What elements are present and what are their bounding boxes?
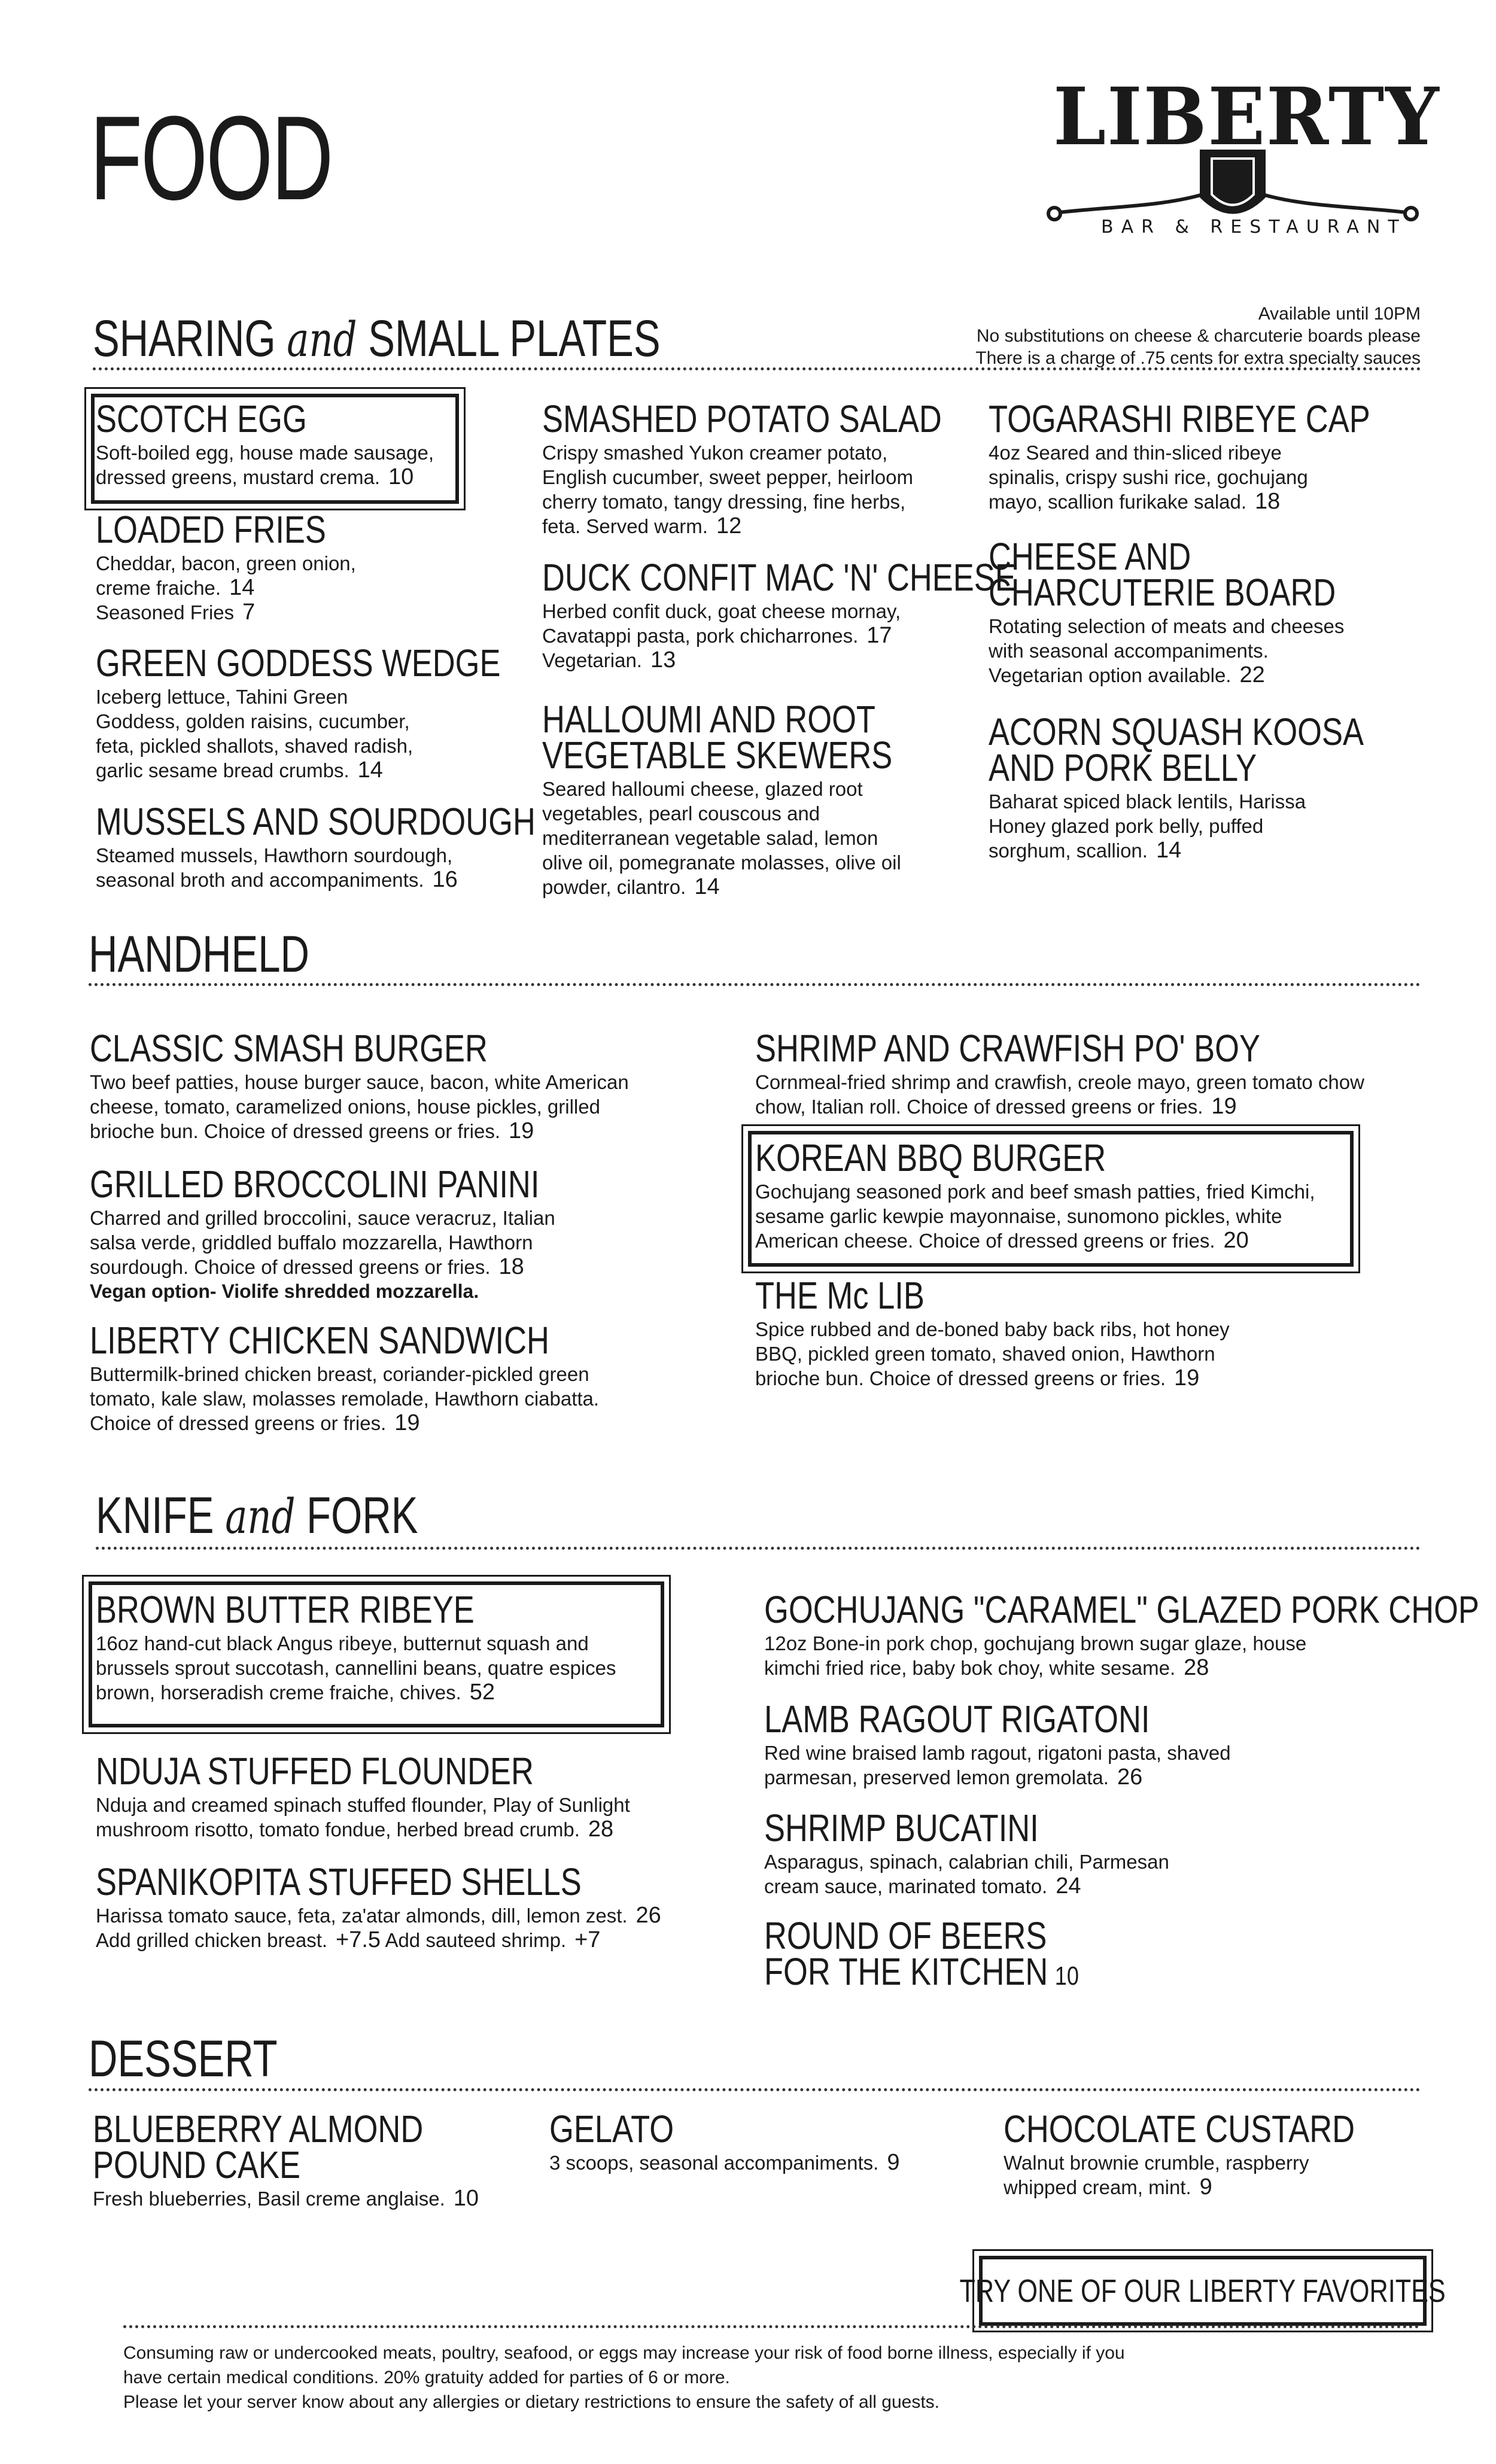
menu-item (542, 698, 913, 899)
item-description: Spice rubbed and de-boned baby back ribs, hot honey BBQ, pickled green tomato, shaved onion, Hawthorn brioche bun. Choice of dressed greens or fries. 19 (755, 1318, 1230, 1391)
item-description: Iceberg lettuce, Tahini Green Goddess, golden raisins, cucumber, feta, pickled shallots, shaved radish, garlic sesame bread crumbs. 14 (96, 686, 413, 783)
section-divider (89, 2088, 1421, 2091)
menu-item (96, 397, 455, 489)
item-description: Charred and grilled broccolini, sauce veracruz, Italian salsa verde, griddled buffalo mozzarella, Hawthorn sourdough. Choice of dressed greens or fries. 18 (90, 1207, 555, 1279)
menu-item (542, 556, 1016, 673)
menu-item (96, 508, 443, 625)
item-description: 16oz hand-cut black Angus ribeye, butternut squash and brussels sprout succotash, cannellini beans, quatre espices brown, horseradish creme fraiche, chives. 52 (96, 1632, 616, 1705)
item-price: 28 (1184, 1655, 1209, 1680)
item-description: Seared halloumi cheese, glazed root vegetables, pearl couscous and mediterranean vegetable salad, lemon olive oil, pomegranate molasses, olive oil powder, cilantro. 14 (542, 778, 901, 899)
item-name: SCOTCH EGG (96, 397, 307, 440)
logo-name: LIBERTY (1053, 71, 1440, 163)
item-description: Soft-boiled egg, house made sausage, dressed greens, mustard crema. 10 (96, 442, 434, 489)
item-price: 19 (394, 1410, 420, 1435)
item-name: CHEESE AND (989, 535, 1191, 578)
item-name: AND PORK BELLY (989, 746, 1257, 789)
item-description: 4oz Seared and thin-sliced ribeye spinalis, crispy sushi rice, gochujang mayo, scallion furikake salad. 18 (989, 442, 1308, 514)
item-price: 18 (1255, 489, 1281, 514)
footer-divider (123, 2325, 1419, 2328)
note-line: No substitutions on cheese & charcuterie boards please (976, 326, 1421, 346)
item-price: 16 (432, 867, 458, 892)
item-description: Crispy smashed Yukon creamer potato, English cucumber, sweet pepper, heirloom cherry tomato, tangy dressing, fine herbs, feta. Served warm. 12 (542, 442, 914, 539)
item-name: KOREAN BBQ BURGER (755, 1136, 1106, 1179)
item-description: Harissa tomato sauce, feta, za'atar almonds, dill, lemon zest. 26 (96, 1903, 661, 1928)
footer-line: Consuming raw or undercooked meats, poultry, seafood, or eggs may increase your risk of food borne illness, especially if you (123, 2343, 1125, 2363)
item-price: 20 (1223, 1228, 1249, 1253)
item-name: GREEN GODDESS WEDGE (96, 641, 501, 685)
item-name: CHOCOLATE CUSTARD (1004, 2107, 1355, 2150)
item-price: 7 (242, 600, 256, 625)
item-price: 12 (716, 513, 742, 539)
item-name: FOR THE KITCHEN 10 (764, 1950, 1079, 1993)
section-title-dessert: DESSERT (89, 2030, 278, 2088)
favorites-label: TRY ONE OF OUR LIBERTY FAVORITES (959, 2273, 1446, 2309)
item-price: 13 (650, 647, 676, 673)
menu-item (764, 1588, 1479, 1680)
menu-item (989, 397, 1370, 514)
section-divider (89, 983, 1421, 986)
item-price: 14 (694, 874, 720, 899)
item-price: 9 (887, 2150, 900, 2175)
item-name: ROUND OF BEERS (764, 1914, 1047, 1957)
item-name: LAMB RAGOUT RIGATONI (764, 1698, 1150, 1741)
menu-item (764, 1806, 1243, 1899)
menu-item (96, 1750, 670, 1842)
menu-item (989, 535, 1360, 688)
item-name: SHRIMP AND CRAWFISH PO' BOY (755, 1027, 1260, 1070)
item-price: 14 (1156, 838, 1182, 863)
item-extra: Seasoned Fries 7 (96, 600, 256, 625)
menu-item (755, 1274, 1294, 1391)
item-price: 26 (1117, 1765, 1143, 1790)
menu-item (96, 1860, 694, 1952)
menu-item (542, 397, 942, 539)
menu-item (90, 1163, 592, 1304)
item-name: SHRIMP BUCATINI (764, 1806, 1039, 1849)
item-description: Two beef patties, house burger sauce, bacon, white American cheese, tomato, caramelized onions, house pickles, grilled brioche bun. Choice of dressed greens or fries. 19 (90, 1071, 629, 1143)
item-name: ACORN SQUASH KOOSA (989, 710, 1364, 753)
item-price: 10 (453, 2186, 479, 2211)
item-description: Nduja and creamed spinach stuffed flounder, Play of Sunlight mushroom risotto, tomato fondue, herbed bread crumb. 28 (96, 1794, 630, 1842)
favorites-legend (959, 2256, 1446, 2326)
item-description: Asparagus, spinach, calabrian chili, Parmesan cream sauce, marinated tomato. 24 (764, 1851, 1169, 1899)
item-price: 52 (469, 1680, 495, 1705)
item-name: LIBERTY CHICKEN SANDWICH (90, 1319, 549, 1362)
item-price: 14 (229, 575, 255, 600)
menu-item (96, 1588, 646, 1705)
item-description: Buttermilk-brined chicken breast, coriander-pickled green tomato, kale slaw, molasses remolade, Hawthorn ciabatta. Choice of dressed greens or fries. 19 (90, 1363, 600, 1435)
menu-item (764, 1914, 1183, 1998)
item-name: THE Mc LIB (755, 1274, 925, 1317)
item-name: MUSSELS AND SOURDOUGH (96, 800, 536, 843)
item-name: GOCHUJANG "CARAMEL" GLAZED PORK CHOP (764, 1588, 1479, 1631)
item-price: 14 (357, 758, 383, 783)
item-price: 17 (866, 623, 892, 648)
item-description: Gochujang seasoned pork and beef smash patties, fried Kimchi, sesame garlic kewpie mayonnaise, sunomono pickles, white American cheese. Choice of dressed greens or fries. 20 (755, 1181, 1315, 1253)
item-price: 26 (636, 1903, 661, 1928)
item-description: Herbed confit duck, goat cheese mornay, Cavatappi pasta, pork chicharrones. 17 (542, 600, 901, 648)
item-name: BROWN BUTTER RIBEYE (96, 1588, 475, 1631)
menu-item (755, 1136, 1348, 1253)
item-description: Baharat spiced black lentils, Harissa Honey glazed pork belly, puffed sorghum, scallion. 14 (989, 790, 1306, 863)
item-price: 10 (388, 464, 414, 489)
item-name: HALLOUMI AND ROOT (542, 698, 875, 741)
menu-item (96, 800, 536, 892)
item-name: VEGETABLE SKEWERS (542, 734, 893, 777)
item-price: 10 (1054, 1961, 1079, 1991)
menu-item (549, 2107, 968, 2175)
page-title: FOOD (90, 92, 332, 225)
logo-tagline: BAR & RESTAURANT (1101, 217, 1407, 238)
menu-item (96, 641, 501, 783)
section-title-handheld: HANDHELD (89, 926, 310, 983)
item-note: Vegan option- Violife shredded mozzarella. (90, 1280, 479, 1302)
item-name: SPANIKOPITA STUFFED SHELLS (96, 1860, 582, 1903)
item-price: 18 (498, 1254, 524, 1279)
menu-item (764, 1698, 1303, 1790)
note-line: There is a charge of .75 cents for extra specialty sauces (975, 348, 1421, 368)
item-description: Red wine braised lamb ragout, rigatoni pasta, shaved parmesan, preserved lemon gremolata. 26 (764, 1742, 1231, 1790)
menu-item (90, 1027, 664, 1143)
item-price: 19 (1174, 1365, 1200, 1391)
item-name: POUND CAKE (93, 2143, 301, 2186)
item-price: 19 (509, 1118, 534, 1143)
item-name: CLASSIC SMASH BURGER (90, 1027, 488, 1070)
item-extra: Vegetarian. 13 (542, 647, 676, 673)
menu-item (93, 2107, 512, 2211)
item-description: Cornmeal-fried shrimp and crawfish, creole mayo, green tomato chow chow, Italian roll. Choice of dressed greens or fries. 19 (755, 1071, 1364, 1119)
item-name: SMASHED POTATO SALAD (542, 397, 942, 440)
menu-item (1004, 2107, 1355, 2200)
item-name: LOADED FRIES (96, 508, 326, 551)
footer-line: have certain medical conditions. 20% gratuity added for parties of 6 or more. (123, 2368, 730, 2387)
menu-item (989, 710, 1364, 863)
item-description: Cheddar, bacon, green onion, creme fraiche. 14 (96, 552, 356, 600)
item-name: GRILLED BROCCOLINI PANINI (90, 1163, 540, 1206)
menu-item (90, 1319, 616, 1435)
item-extra: Add grilled chicken breast. +7.5 Add sauteed shrimp. +7 (96, 1927, 601, 1952)
item-price: 19 (1211, 1094, 1237, 1119)
section-divider (96, 1547, 1421, 1550)
menu-item (755, 1027, 1378, 1119)
item-name: GELATO (549, 2107, 674, 2150)
item-description: 3 scoops, seasonal accompaniments. 9 (549, 2150, 900, 2175)
footer-line: Please let your server know about any allergies or dietary restrictions to ensure the safety of all guests. (123, 2392, 940, 2412)
item-name: DUCK CONFIT MAC 'N' CHEESE (542, 556, 1016, 599)
footer-disclaimer (123, 2341, 1125, 2414)
item-description: Fresh blueberries, Basil creme anglaise. 10 (93, 2186, 479, 2211)
section-title-sharing: SHARING and SMALL PLATES (93, 310, 661, 367)
item-name: CHARCUTERIE BOARD (989, 571, 1336, 614)
item-description: Steamed mussels, Hawthorn sourdough, seasonal broth and accompaniments. 16 (96, 844, 458, 892)
item-price: 28 (588, 1817, 614, 1842)
logo (1041, 71, 1440, 275)
item-description: Rotating selection of meats and cheeses with seasonal accompaniments. Vegetarian option available. 22 (989, 615, 1345, 688)
item-price: +7.5 (336, 1927, 381, 1952)
item-price: 22 (1239, 662, 1265, 688)
item-name: BLUEBERRY ALMOND (93, 2107, 424, 2150)
item-price: +7 (574, 1927, 601, 1952)
item-price: 24 (1056, 1873, 1081, 1899)
note-line: Available until 10PM (1258, 304, 1421, 324)
availability-notes (975, 303, 1421, 369)
item-name: NDUJA STUFFED FLOUNDER (96, 1750, 534, 1793)
item-description: 12oz Bone-in pork chop, gochujang brown sugar glaze, house kimchi fried rice, baby bok choy, white sesame. 28 (764, 1632, 1307, 1680)
item-name: TOGARASHI RIBEYE CAP (989, 397, 1370, 440)
item-description: Walnut brownie crumble, raspberry whipped cream, mint. 9 (1004, 2152, 1309, 2200)
section-title-knife-fork: KNIFE and FORK (96, 1487, 418, 1544)
item-price: 9 (1199, 2174, 1212, 2200)
section-divider (93, 367, 1421, 370)
